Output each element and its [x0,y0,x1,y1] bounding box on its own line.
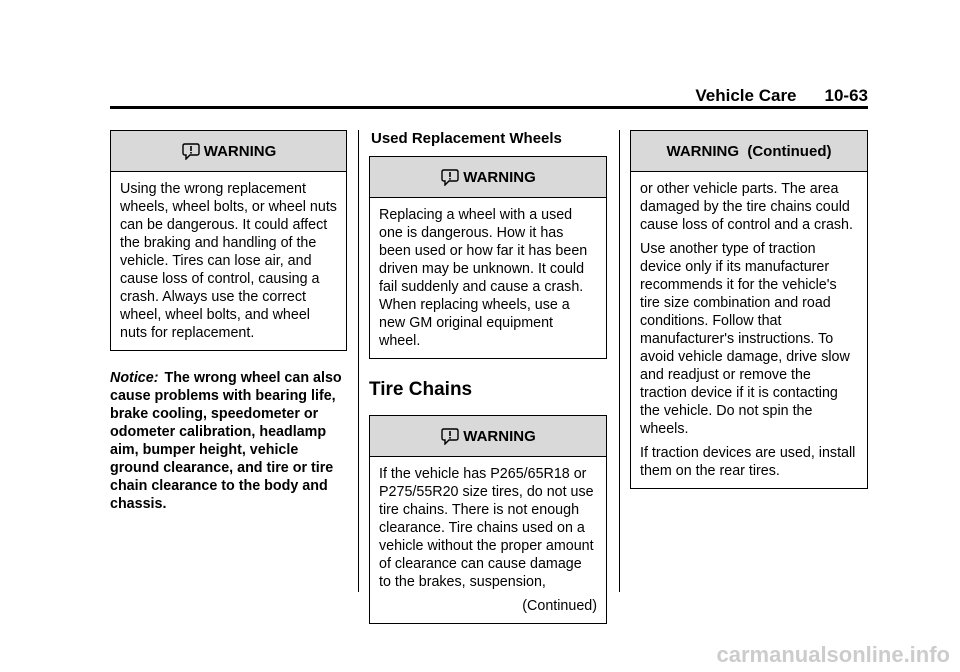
subheading-used-wheels: Used Replacement Wheels [371,130,562,147]
warning-header [370,157,606,198]
warning-header [631,131,867,172]
notice-text: The wrong wheel can also cause problems with bearing life, brake cooling, speedometer or odometer calibration, headlamp aim, bumper height, vehicle ground clearance, and tire or tire chain clearance to the body and chassis. [110,370,342,512]
caution-icon [440,427,460,445]
page-number: 10-63 [824,86,868,105]
warning-text: If the vehicle has P265/65R18 or P275/55R20 size tires, do not use tire chains. There is not enough clearance. Tire chains used on a vehicle without the proper amount of clearance can cause damage to the brakes, suspension, [379,466,594,590]
warning-box-continued [630,130,868,489]
watermark: carmanualsonline.info [716,642,950,667]
warning-title: WARNING [203,142,277,160]
warning-header [111,131,346,172]
right-column [630,130,868,489]
warning-paragraph: or other vehicle parts. The area damaged by the tire chains could cause loss of control and a crash. [640,181,853,233]
warning-header [370,416,606,457]
middle-column [369,130,607,624]
column-divider [358,130,359,592]
notice-label: Notice: [110,370,159,386]
warning-title: WARNING [463,168,536,186]
warning-box-used-wheels [369,156,607,359]
warning-box-tire-chains [369,415,607,624]
warning-paragraph: If traction devices are used, install them on the rear tires. [640,445,856,479]
caution-icon [181,142,201,160]
section-title: Vehicle Care [695,86,797,105]
notice-paragraph [110,369,347,513]
warning-title: WARNING (Continued) [666,142,832,160]
warning-box-wrong-wheels [110,130,347,351]
continued-label: (Continued) [522,598,597,614]
warning-text: Using the wrong replacement wheels, wheel bolts, or wheel nuts can be dangerous. It could affect the braking and handling of the vehicle. Tires can lose air, and cause loss of control, causing a crash. Always use the correct wheel, wheel bolts, and wheel nuts for replacement. [120,181,337,341]
heading-tire-chains: Tire Chains [369,379,473,400]
left-column [110,130,347,513]
warning-text: Replacing a wheel with a used one is dangerous. How it has been used or how far it has been driven may be unknown. It could fail suddenly and cause a crash. When replacing wheels, use a new GM original equipment wheel. [379,207,588,349]
column-divider [619,130,620,592]
warning-title: WARNING [463,427,536,445]
warning-paragraph: Use another type of traction device only if its manufacturer recommends it for the vehicle's tire size combination and road conditions. Follow that manufacturer's instructions. To avoid vehicle damage, drive slow and readjust or remove the traction device if it is contacting the vehicle. Do not spin the wheels. [640,241,850,437]
caution-icon [440,168,460,186]
page-header [110,80,868,109]
